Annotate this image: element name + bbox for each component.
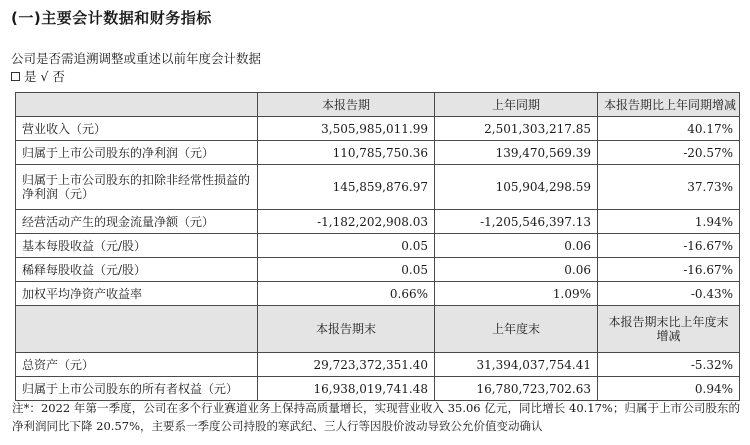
prior-period-value: 139,470,569.39 [435, 141, 598, 165]
section-title: (一)主要会计数据和财务指标 [11, 9, 212, 27]
change-value: 0.94% [598, 377, 740, 401]
current-period-value: 110,785,750.36 [258, 141, 435, 165]
change-value: -20.57% [598, 141, 740, 165]
table-row [16, 282, 740, 306]
table-row [16, 210, 740, 234]
change-value: 40.17% [598, 117, 740, 141]
retro-adjust-answer [11, 67, 65, 85]
row-label: 归属于上市公司股东的净利润（元） [16, 141, 258, 165]
table-header-row [16, 306, 740, 353]
header-cell [16, 306, 258, 353]
header-cell: 上年度末 [435, 306, 598, 353]
table-row [16, 234, 740, 258]
change-value: -5.32% [598, 353, 740, 377]
row-label: 稀释每股收益（元/股） [16, 258, 258, 282]
current-period-value: 0.66% [258, 282, 435, 306]
current-period-value: 145,859,876.97 [258, 165, 435, 210]
prior-period-value: 0.06 [435, 258, 598, 282]
period-end-value: 16,938,019,741.48 [258, 377, 435, 401]
checkbox-icon [11, 72, 20, 81]
header-cell: 本报告期 [258, 93, 435, 117]
prior-year-end-value: 31,394,037,754.41 [435, 353, 598, 377]
retro-adjust-question: 公司是否需追溯调整或重述以前年度会计数据 [11, 51, 262, 66]
change-value: -0.43% [598, 282, 740, 306]
prior-period-value: 1.09% [435, 282, 598, 306]
prior-year-end-value: 16,780,723,702.63 [435, 377, 598, 401]
header-cell: 本报告期末比上年度末增减 [598, 306, 740, 353]
change-value: -16.67% [598, 258, 740, 282]
change-value: 1.94% [598, 210, 740, 234]
table-row [16, 141, 740, 165]
row-label: 总资产（元） [16, 353, 258, 377]
row-label: 营业收入（元） [16, 117, 258, 141]
current-period-value: 0.05 [258, 234, 435, 258]
header-cell [16, 93, 258, 117]
current-period-value: 0.05 [258, 258, 435, 282]
row-label: 归属于上市公司股东的所有者权益（元） [16, 377, 258, 401]
retro-adjust-answer-text: 是 √ 否 [24, 69, 65, 84]
footnote: 注*：2022 年第一季度，公司在多个行业赛道业务上保持高质量增长，实现营业收入 35.06 亿元，同比增长 40.17%；归属于上市公司股东的净利润同比下降 20.57%，主要系一季度公司持股的寒武纪、三人行等因股价波动导致公允价值变动确认 [12, 401, 740, 433]
table-row [16, 258, 740, 282]
period-end-value: 29,723,372,351.40 [258, 353, 435, 377]
prior-period-value: 105,904,298.59 [435, 165, 598, 210]
prior-period-value: 2,501,303,217.85 [435, 117, 598, 141]
row-label: 经营活动产生的现金流量净额（元） [16, 210, 258, 234]
row-label: 基本每股收益（元/股） [16, 234, 258, 258]
change-value: 37.73% [598, 165, 740, 210]
table-row [16, 165, 740, 210]
table-header-row [16, 93, 740, 117]
table-row [16, 377, 740, 401]
row-label: 加权平均净资产收益率 [16, 282, 258, 306]
change-value: -16.67% [598, 234, 740, 258]
prior-period-value: -1,205,546,397.13 [435, 210, 598, 234]
header-cell: 本报告期末 [258, 306, 435, 353]
current-period-value: 3,505,985,011.99 [258, 117, 435, 141]
financial-indicators-table [15, 92, 740, 401]
current-period-value: -1,182,202,908.03 [258, 210, 435, 234]
header-cell: 上年同期 [435, 93, 598, 117]
header-cell: 本报告期比上年同期增减 [598, 93, 740, 117]
table-row [16, 353, 740, 377]
prior-period-value: 0.06 [435, 234, 598, 258]
table-row [16, 117, 740, 141]
row-label: 归属于上市公司股东的扣除非经常性损益的净利润（元） [16, 165, 258, 210]
